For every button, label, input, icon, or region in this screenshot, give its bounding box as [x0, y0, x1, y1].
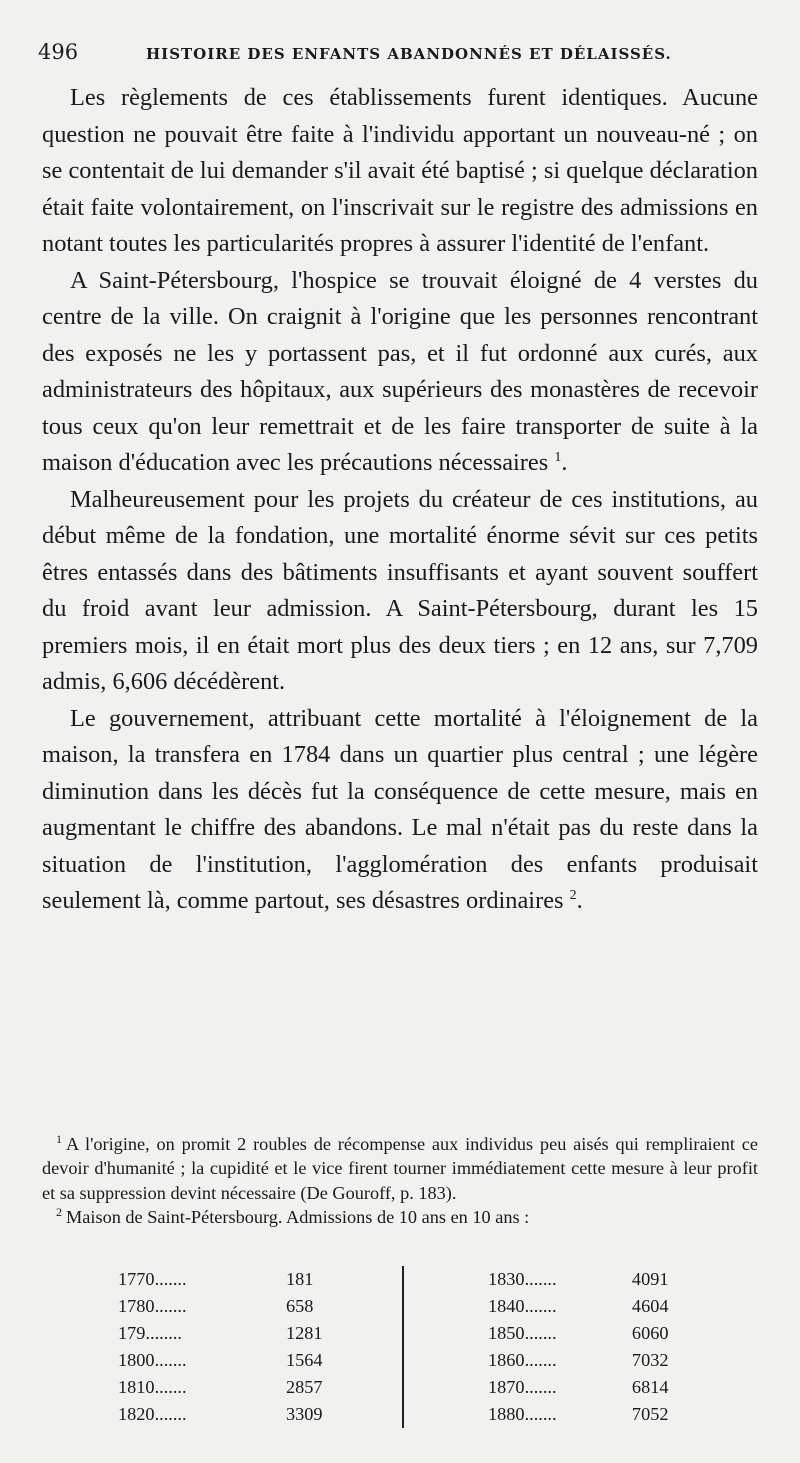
year-cell: 1780.......	[118, 1296, 187, 1316]
admissions-table	[118, 1266, 690, 1428]
table-row	[118, 1293, 402, 1320]
count-cell: 6814	[631, 1377, 669, 1397]
footnote-reference: 2	[569, 887, 577, 903]
table-row	[488, 1293, 688, 1320]
paragraph-text: Le gouvernement, attribuant cette mortalité à l'éloignement de la maison, la transfera en 1784 dans un quartier plus central ; une légère diminution dans les décès fut la conséquence de cette mesure, mais en augmentant le chiffre des abandons. Le mal n'était pas du reste dans la situation de l'institution, l'agglomération des enfants produisait seulement là, comme partout, ses désastres ordinaires	[42, 704, 758, 914]
table-row	[488, 1266, 688, 1293]
table-row	[118, 1320, 402, 1347]
year-cell: 1850.......	[488, 1323, 557, 1343]
count-cell: 181	[286, 1269, 314, 1289]
count-cell: 7052	[631, 1404, 669, 1424]
table-row	[118, 1401, 402, 1428]
running-title: HISTOIRE DES ENFANTS ABANDONNÉS ET DÉLAISSÉS.	[146, 45, 672, 63]
table-row	[488, 1401, 688, 1428]
count-cell: 658	[286, 1296, 314, 1316]
table-row	[118, 1374, 402, 1401]
year-cell: 1800.......	[118, 1350, 187, 1370]
admissions-column-right	[404, 1266, 688, 1428]
footnote	[42, 1132, 758, 1205]
year-cell: 1820.......	[118, 1404, 187, 1424]
paragraph-text: A Saint-Pétersbourg, l'hospice se trouvait éloigné de 4 verstes du centre de la ville. On craignit à l'origine que les personnes rencontrant des exposés ne les y portassent pas, et il fut ordonné aux curés, aux administrateurs des hôpitaux, aux supérieurs des monastères de recevoir tous ceux qu'on leur remettrait et de les faire transporter de suite à la maison d'éducation avec les précautions nécessaires	[42, 266, 758, 476]
count-cell: 6060	[631, 1323, 669, 1343]
count-cell: 4604	[631, 1296, 669, 1316]
footnote-marker: 2	[56, 1204, 62, 1219]
page-number: 496	[38, 40, 79, 64]
year-cell: 1870.......	[488, 1377, 557, 1397]
year-cell: 1840.......	[488, 1296, 557, 1316]
paragraph	[42, 80, 758, 263]
paragraph-text: Malheureusement pour les projets du créateur de ces institutions, au début même de la fondation, une mortalité énorme sévit sur ces petits êtres entassés dans des bâtiments insuffisants et ayant souvent souffert du froid avant leur admission. A Saint-Pétersbourg, durant les 15 premiers mois, il en était mort plus des deux tiers ; en 12 ans, sur 7,709 admis, 6,606 décédèrent.	[42, 485, 758, 695]
footnotes	[42, 1132, 758, 1229]
count-cell: 2857	[286, 1377, 323, 1397]
year-cell: 1830.......	[488, 1269, 557, 1289]
year-cell: 1880.......	[488, 1404, 557, 1424]
table-row	[488, 1347, 688, 1374]
body-text	[42, 80, 758, 920]
year-cell: 1770.......	[118, 1269, 187, 1289]
paragraph	[42, 482, 758, 701]
year-cell: 1860.......	[488, 1350, 557, 1370]
count-cell: 1564	[286, 1350, 323, 1370]
footnote-text: A l'origine, on promit 2 roubles de récompense aux individus peu aisés qui rempliraient ce devoir d'humanité ; la cupidité et le vice firent tourner immédiatement cette mesure à leur profit et sa suppression devint nécessaire (De Gouroff, p. 183).	[42, 1134, 758, 1203]
table-row	[118, 1347, 402, 1374]
table-row	[488, 1320, 688, 1347]
table-row	[118, 1266, 402, 1293]
footnote-reference: 1	[554, 449, 562, 465]
footnote-marker: 1	[56, 1131, 62, 1146]
page-header	[38, 40, 740, 64]
table-row	[488, 1374, 688, 1401]
footnote-text: Maison de Saint-Pétersbourg. Admissions de 10 ans en 10 ans :	[66, 1206, 530, 1227]
year-cell: 1810.......	[118, 1377, 187, 1397]
count-cell: 3309	[286, 1404, 323, 1424]
count-cell: 4091	[631, 1269, 669, 1289]
admissions-column-left	[118, 1266, 404, 1428]
year-cell: 179........	[118, 1323, 182, 1343]
paragraph: A Saint-Pétersbourg, l'hospice se trouvait éloigné de 4 verstes du centre de la ville. On craignit à l'origine que les personnes rencontrant des exposés ne les y portassent pas, et il fut ordonné aux curés, aux administrateurs des hôpitaux, aux supérieurs des monastères de recevoir tous ceux qu'on leur remettrait et de les faire transporter de suite à la maison d'éducation avec les précautions nécessaires $^1$.	[42, 266, 758, 476]
footnote	[42, 1205, 758, 1229]
paragraph-text: Les règlements de ces établissements furent identiques. Aucune question ne pouvait être faite à l'individu apportant un nouveau-né ; on se contentait de lui demander s'il avait été baptisé ; si quelque déclaration était faite volontairement, on l'inscrivait sur le registre des admissions en notant toutes les particularités propres à assurer l'identité de l'enfant.	[42, 84, 758, 257]
paragraph: Le gouvernement, attribuant cette mortalité à l'éloignement de la maison, la transfera en 1784 dans un quartier plus central ; une légère diminution dans les décès fut la conséquence de cette mesure, mais en augmentant le chiffre des abandons. Le mal n'était pas du reste dans la situation de l'institution, l'agglomération des enfants produisait seulement là, comme partout, ses désastres ordinaires $^2$.	[42, 704, 758, 914]
count-cell: 7032	[631, 1350, 669, 1370]
count-cell: 1281	[286, 1323, 323, 1343]
